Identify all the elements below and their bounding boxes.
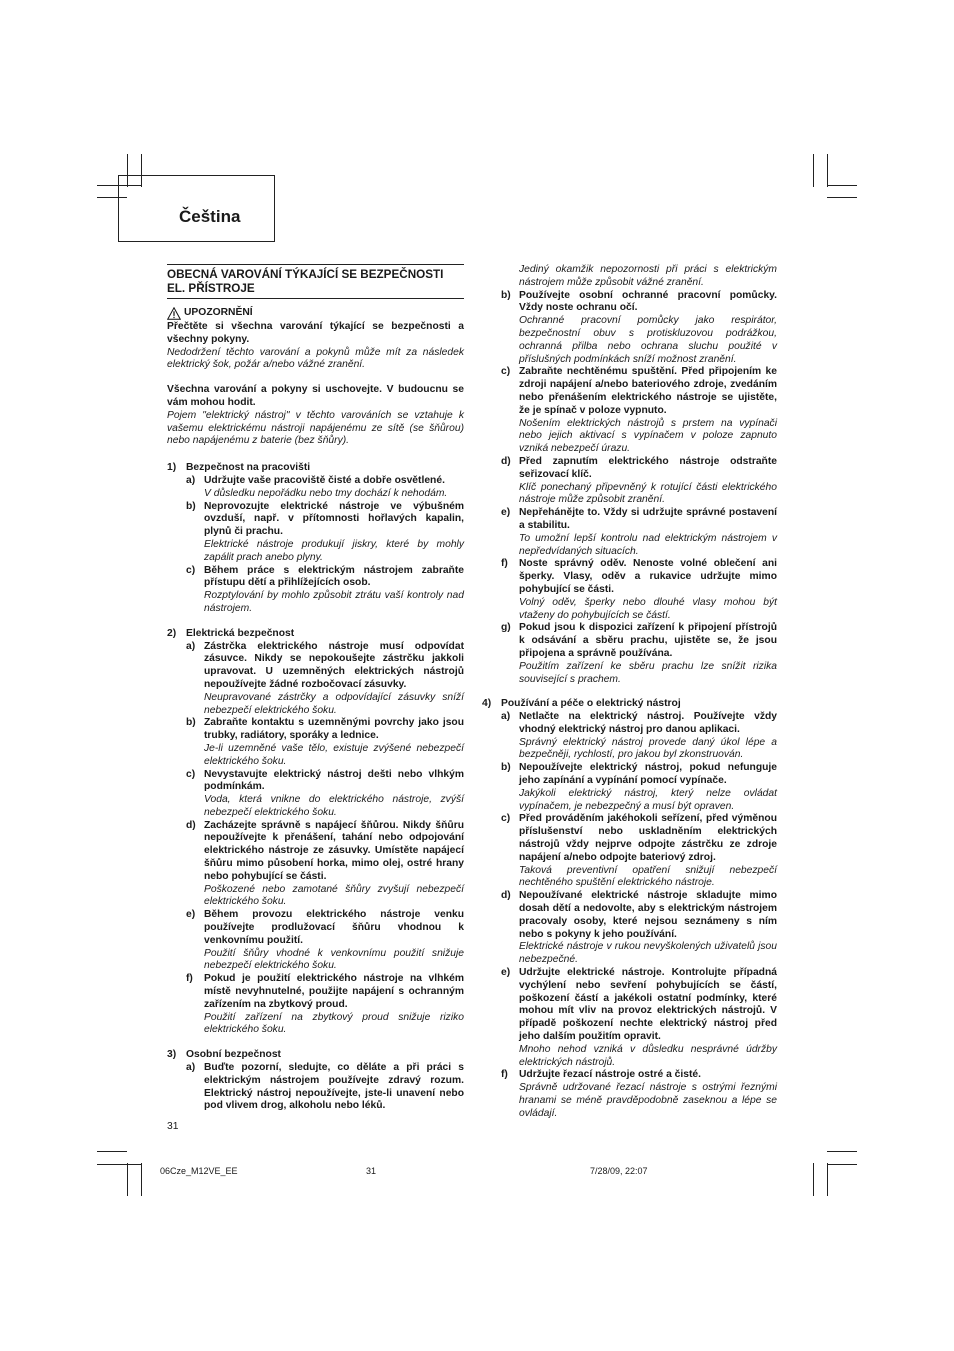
item-letter: d) <box>501 890 511 902</box>
item-letter: d) <box>186 819 196 831</box>
section-title <box>167 628 464 641</box>
keep-bold-text: Všechna varování a pokyny si uschovejte. V budoucnu se vám mohou hodit. <box>167 384 464 408</box>
item-bold-text: Používejte osobní ochranné pracovní pomůcky. Vždy noste ochranu očí. <box>519 289 777 314</box>
item-letter: b) <box>186 717 196 729</box>
list-item <box>482 290 777 367</box>
crop-mark <box>827 1151 857 1152</box>
item-letter: e) <box>501 507 511 519</box>
item-italic-text: Volný oděv, šperky nebo dlouhé vlasy mohou být vtaženy do pohybujících se částí. <box>519 596 777 621</box>
list-item <box>482 711 777 762</box>
item-italic-text: Klíč ponechaný připevněný k rotující části elektrického nástroje může způsobit zranění. <box>519 481 777 506</box>
list-item <box>482 622 777 686</box>
list-item <box>167 820 464 910</box>
item-bold-text: Zacházejte správně s napájecí šňůrou. Nikdy šňůru nepoužívejte k přenášení, tahání nebo odpojování elektrického nástroje ze zásuvky. Umístěte napájecí šňůru mimo působení horka, mimo olej, ostré hrany nebo pohybující se části. <box>204 819 464 882</box>
item-italic-text: Jediný okamžik nepozornosti při práci s elektrickým nástrojem může způsobit vážné zranění. <box>519 264 777 288</box>
crop-mark <box>813 1163 814 1196</box>
list-item <box>482 366 777 456</box>
list-item <box>482 507 777 558</box>
item-bold-text: Neprovozujte elektrické nástroje ve výbušném ovzduší, např. v přítomnosti hořlavých kapalin, plynů či prachu. <box>204 500 464 538</box>
warning-italic-text: Nedodržení těchto varování a pokynů může mít za následek elektrický šok, požár a/nebo vážné zranění. <box>167 346 464 371</box>
item-bold-text: Pokud je použití elektrického nástroje na vlhkém místě nevyhnutelné, použijte napájení s ochranným zařízením na zbytkový proud. <box>204 973 464 1010</box>
footer-timestamp: 7/28/09, 22:07 <box>590 1166 648 1176</box>
item-bold-text: Během práce s elektrickým nástrojem zabraňte přístupu dětí a přihlížejících osob. <box>204 564 464 589</box>
item-bold-text: Během provozu elektrického nástroje venku používejte prodlužovací šňůru vhodnou k venkovnímu použití. <box>204 909 464 946</box>
item-italic-text: Ochranné pracovní pomůcky jako respirátor, bezpečnostní obuv s protiskluzovou podrážkou, ochranná přilba nebo ochrana sluchu použité v příslušných podmínkách sníží možnost zranění. <box>519 315 777 365</box>
item-italic-text: Mnoho nehod vzniká v důsledku nesprávné údržby elektrických nástrojů. <box>519 1043 777 1068</box>
section-4 <box>482 698 777 1120</box>
language-box <box>118 175 275 242</box>
item-letter: c) <box>186 564 196 576</box>
section-1 <box>167 462 464 616</box>
item-bold-text: Udržujte vaše pracoviště čisté a dobře osvětlené. <box>204 474 445 486</box>
item-letter: b) <box>501 289 511 301</box>
crop-mark <box>127 1163 128 1196</box>
warning-label-line <box>167 307 464 320</box>
item-italic-text: Použití šňůry vhodné k venkovnímu použití snižuje nebezpečí elektrického šoku. <box>204 947 464 972</box>
item-letter: c) <box>186 768 196 780</box>
item-letter: a) <box>186 474 196 486</box>
item-italic-text: Jakýkoli elektrický nástroj, který nelze ovládat vypínačem, je nebezpečný a musí být opraven. <box>519 787 777 812</box>
list-item <box>482 813 777 890</box>
item-bold-text: Zástrčka elektrického nástroje musí odpovídat zásuvce. Nikdy se nepokoušejte zástrčku jakkoli upravovat. U uzemněných elektrických nástrojů nepoužívejte žádné rozbočovací zásuvky. <box>204 640 464 690</box>
section-number: 2) <box>167 627 177 639</box>
item-bold-text: Před prováděním jakéhokoli seřízení, před výměnou příslušenství nebo uskladněním elektrických nástrojů vždy nejprve odpojte zástrčku ze zdroje napájení a/nebo odpojte bateriový zdroj. <box>519 813 777 863</box>
item-italic-text: Použitím zařízení ke sběru prachu lze snížit rizika související s prachem. <box>519 660 777 685</box>
crop-mark <box>97 1151 127 1152</box>
crop-mark <box>827 197 857 198</box>
item-italic-text: Voda, která vnikne do elektrického nástroje, zvýší nebezpečí elektrického šoku. <box>204 794 464 818</box>
section-number: 3) <box>167 1049 177 1061</box>
item-bold-text: Udržujte řezací nástroje ostré a čisté. <box>519 1069 701 1081</box>
item-letter: c) <box>501 813 511 825</box>
item-italic-text: To umožní lepší kontrolu nad elektrickým nástrojem v nepředvídaných situacích. <box>519 532 777 557</box>
item-italic-text: Nošením elektrických nástrojů s prstem na vypínači nebo jejich aktivací s vypínačem v poloze zapnuto vzniká nebezpečí úrazu. <box>519 417 777 455</box>
crop-mark <box>97 1164 141 1165</box>
footer-file: 06Cze_M12VE_EE <box>160 1166 238 1176</box>
item-italic-text: Neupravované zástrčky a odpovídající zásuvky sníží nebezpečí elektrického šoku. <box>204 691 464 716</box>
item-bold-text: Buďte pozorní, sledujte, co děláte a při práci s elektrickým nástrojem používejte zdravý rozum. Elektrický nástroj nepoužívejte, jste-li unavení nebo pod vlivem drog, alkoholu nebo léků. <box>204 1062 464 1112</box>
item-bold-text: Zabraňte nechtěnému spuštění. Před připojením ke zdroji napájení a/nebo bateriového zdroje, zvedáním nebo přenášením elektrického nástroje se ujistěte, že je spínač v poloze vypnuto. <box>519 366 777 416</box>
item-letter: g) <box>501 622 511 634</box>
list-item <box>482 456 777 507</box>
section-title <box>167 462 464 475</box>
item-bold-text: Před zapnutím elektrického nástroje odstraňte seřizovací klíč. <box>519 455 777 480</box>
item-bold-text: Netlačte na elektrický nástroj. Používejte vždy vhodný elektrický nástroj pro danou aplikaci. <box>519 711 777 735</box>
item-letter: f) <box>501 1069 508 1081</box>
section-title-text: Bezpečnost na pracovišti <box>186 462 311 474</box>
crop-mark <box>827 185 857 186</box>
list-item <box>167 1062 464 1113</box>
item-italic-text: Rozptylování by mohlo způsobit ztrátu vaší kontroly nad nástrojem. <box>204 590 464 614</box>
item-letter: f) <box>186 973 193 985</box>
section-title-text: Elektrická bezpečnost <box>186 627 295 639</box>
warning-bold-text: Přečtěte si všechna varování týkající se bezpečnosti a všechny pokyny. <box>167 321 464 345</box>
keep-italic-text: Pojem "elektrický nástroj" v těchto varováních se vztahuje k vašemu elektrickému nástroji napájenému ze sítě (se šňůrou) nebo napájenému z baterie (bez šňůry). <box>167 409 464 447</box>
warning-label: UPOZORNĚNÍ <box>184 307 253 319</box>
section-2 <box>167 628 464 1038</box>
list-item <box>482 890 777 967</box>
item-italic-text: Použití zařízení na zbytkový proud snižuje riziko elektrického šoku. <box>204 1011 464 1036</box>
section-number: 4) <box>482 698 492 710</box>
section-heading: OBECNÁ VAROVÁNÍ TÝKAJÍCÍ SE BEZPEČNOSTI EL. PŘÍSTROJE <box>167 264 464 299</box>
section-title <box>482 698 777 711</box>
item-italic-text: Elektrické nástroje produkují jiskry, které by mohly zapálit prach anebo plyny. <box>204 538 464 563</box>
crop-mark <box>827 154 828 187</box>
list-item <box>167 501 464 565</box>
section-number: 1) <box>167 462 177 474</box>
list-item <box>167 717 464 768</box>
section-3-continued <box>482 264 777 686</box>
page-number: 31 <box>167 1121 179 1132</box>
left-column <box>167 264 464 1113</box>
item-letter: d) <box>501 455 511 467</box>
list-item <box>167 641 464 718</box>
item-letter: b) <box>186 500 196 512</box>
item-letter: b) <box>501 762 511 774</box>
section-3 <box>167 1049 464 1113</box>
list-item <box>482 1069 777 1120</box>
item-italic-text: Poškozené nebo zamotané šňůry zvyšují nebezpečí elektrického šoku. <box>204 883 464 908</box>
crop-mark <box>813 154 814 187</box>
list-item <box>167 909 464 973</box>
list-item <box>167 769 464 820</box>
section-title-text: Používání a péče o elektrický nástroj <box>501 698 681 710</box>
item-letter: e) <box>501 967 511 979</box>
item-bold-text: Zabraňte kontaktu s uzemněnými povrchy jako jsou trubky, radiátory, sporáky a lednice. <box>204 717 464 742</box>
item-letter: c) <box>501 366 511 378</box>
item-bold-text: Noste správný oděv. Nenoste volné oblečení ani šperky. Vlasy, oděv a rukavice udržujte mimo pohybující se části. <box>519 558 777 595</box>
item-bold-text: Nepoužívané elektrické nástroje skladujte mimo dosah dětí a nedovolte, aby s elektrickým nástrojem pracovaly osoby, které nejsou seznámeny s ním nebo s pokyny k jeho používání. <box>519 890 777 940</box>
item-italic-text: Je-li uzemněné vaše tělo, existuje zvýšené nebezpečí elektrického šoku. <box>204 742 464 767</box>
crop-mark <box>141 1163 142 1196</box>
item-italic-text: Taková preventivní opatření snižují nebezpečí nechtěného spuštění elektrického nástroje. <box>519 864 777 889</box>
list-item <box>482 762 777 813</box>
item-letter: a) <box>186 640 196 652</box>
item-italic-text: V důsledku nepořádku nebo tmy dochází k nehodám. <box>204 487 448 499</box>
language-title: Čeština <box>179 207 241 226</box>
list-item <box>482 967 777 1069</box>
item-letter: a) <box>501 711 511 723</box>
item-letter: f) <box>501 558 508 570</box>
item-bold-text: Pokud jsou k dispozici zařízení k připojení přístrojů k odsávání a sběru prachu, ujistěte se, že jsou připojena a správně používána. <box>519 622 777 659</box>
right-column <box>482 264 777 1121</box>
item-italic-text: Správný elektrický nástroj provede daný úkol lépe a bezpečněji, rychlostí, pro jakou byl zkonstruován. <box>519 736 777 761</box>
crop-mark <box>827 1164 857 1165</box>
item-letter: a) <box>186 1062 196 1074</box>
item-bold-text: Nepoužívejte elektrický nástroj, pokud nefunguje jeho zapínání a vypínání pomocí vypínače. <box>519 762 777 787</box>
item-bold-text: Nevystavujte elektrický nástroj dešti nebo vlhkým podmínkám. <box>204 768 464 793</box>
warning-triangle-icon <box>167 307 181 320</box>
item-bold-text: Udržujte elektrické nástroje. Kontrolujte případná vychýlení nebo sevření pohybujících se částí, poškození částí a jakékoli ostatní podmínky, které mohou mít vliv na provoz elektrických nástrojů. V případě poškození nechte elektrický nástroj před jeho dalším použitím opravit. <box>519 967 777 1043</box>
item-italic-text: Správně udržované řezací nástroje s ostrými řeznými hranami se méně pravděpodobně zaseknou a lépe se ovládají. <box>519 1082 777 1119</box>
item-letter: e) <box>186 909 196 921</box>
list-item <box>482 264 777 290</box>
list-item <box>167 475 464 501</box>
item-bold-text: Nepřehánějte to. Vždy si udržujte správné postavení a stabilitu. <box>519 507 777 531</box>
list-item <box>167 565 464 616</box>
list-item <box>482 558 777 622</box>
footer-page: 31 <box>366 1166 377 1176</box>
section-title <box>167 1049 464 1062</box>
list-item <box>167 973 464 1037</box>
crop-mark <box>827 1163 828 1196</box>
item-italic-text: Elektrické nástroje v rukou nevyškolených uživatelů jsou nebezpečné. <box>519 941 777 966</box>
section-title-text: Osobní bezpečnost <box>186 1049 281 1061</box>
